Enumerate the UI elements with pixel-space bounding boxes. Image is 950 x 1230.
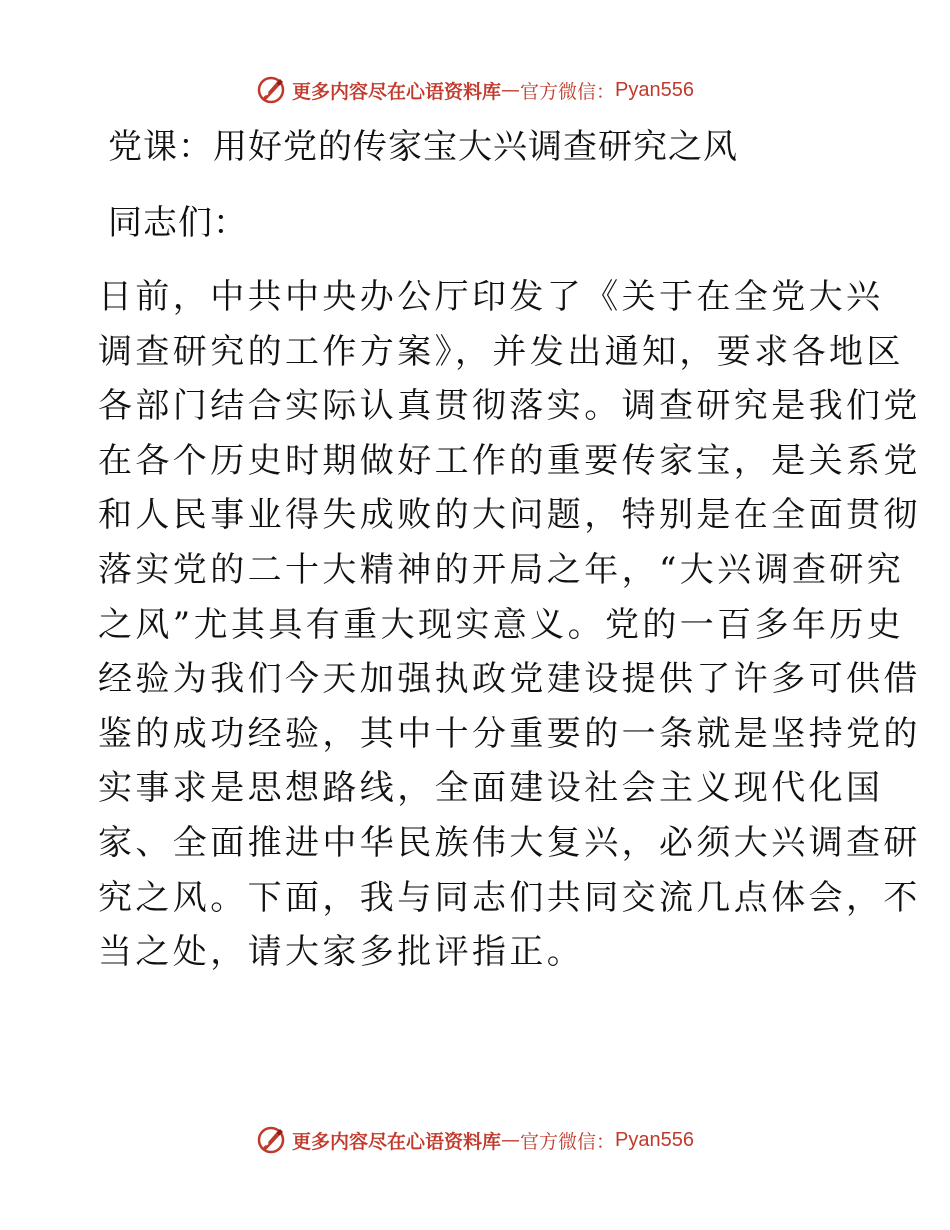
- banner-main-text: 更多内容尽在心语资料库: [292, 80, 502, 103]
- banner-separator: —: [501, 79, 521, 101]
- header-banner: [0, 70, 950, 110]
- paragraph-line: 实事求是思想路线，全面建设社会主义现代化国: [98, 768, 884, 809]
- document-paragraph: [98, 270, 921, 980]
- paragraph-line: 和人民事业得失成败的大问题，特别是在全面贯彻: [98, 495, 921, 536]
- banner-wechat-id: Pyan556: [615, 78, 694, 101]
- footer-banner: [0, 1120, 950, 1160]
- paragraph-line: 日前，中共中央办公厅印发了《关于在全党大兴: [98, 277, 884, 317]
- banner-wechat-id: Pyan556: [615, 1128, 694, 1151]
- paragraph-line: 之风”尤其具有重大现实意义。党的一百多年历史: [98, 604, 905, 645]
- paragraph-line: 当之处，请大家多批评指正。: [98, 932, 585, 973]
- paragraph-line: 落实党的二十大精神的开局之年，“大兴调查研究: [98, 549, 905, 590]
- paragraph-line: 经验为我们今天加强执政党建设提供了许多可供借: [98, 659, 921, 700]
- paragraph-line: 调查研究的工作方案》，并发出通知，要求各地区: [98, 331, 904, 372]
- paragraph-line: 各部门结合实际认真贯彻落实。调查研究是我们党: [98, 386, 921, 427]
- red-pen-logo-icon: [256, 1125, 286, 1155]
- document-greeting: 同志们：: [108, 203, 248, 243]
- banner-wechat-prefix: 官方微信：: [520, 1130, 616, 1153]
- paragraph-line: 在各个历史时期做好工作的重要传家宝，是关系党: [98, 440, 921, 481]
- banner-separator: —: [501, 1129, 521, 1151]
- paragraph-line: 家、全面推进中华民族伟大复兴，必须大兴调查研: [98, 822, 921, 863]
- paragraph-line: 鉴的成功经验，其中十分重要的一条就是坚持党的: [98, 713, 921, 754]
- banner-main-text: 更多内容尽在心语资料库: [292, 1130, 502, 1153]
- document-title: 党课：用好党的传家宝大兴调查研究之风: [108, 127, 738, 167]
- red-pen-logo-icon: [256, 75, 286, 105]
- paragraph-line: 究之风。下面，我与同志们共同交流几点体会，不: [98, 877, 921, 918]
- banner-wechat-prefix: 官方微信：: [520, 80, 616, 103]
